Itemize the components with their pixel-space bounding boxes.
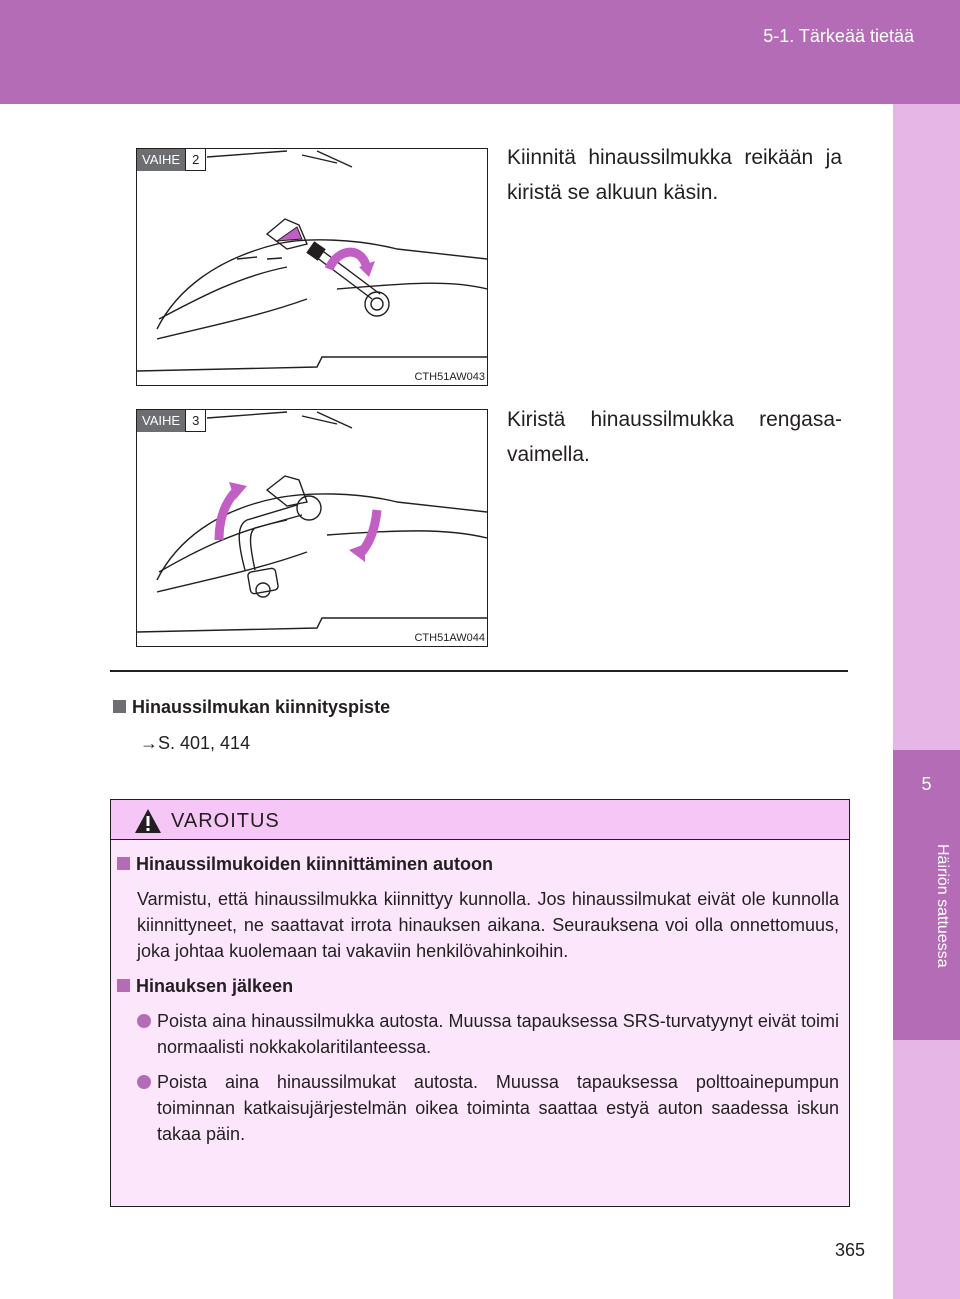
step-3-illustration [136,409,488,647]
warning-paragraph: Varmistu, että hinaussilmukka kiinnittyy kunnolla. Jos hinaussilmukat eivät ole kunnolla kiinnittyneet, ne saattavat irrota hinauksen aikana. Seurauksena voi olla onnettomuus, joka johtaa kuolemaan tai vakaviin henkilövahinkoihin. [137,889,839,961]
step-3-text: Kiristä hinaussilmukka rengasavaimella. [507,408,842,466]
warning-bullet [117,1069,839,1147]
warning-bullet-text: Poista aina hinaussilmukat autosta. Muussa tapauksessa polttoainepumpun toiminnan katkaisujärjestelmän oikea toiminta saattaa estyä auton saadessa iskun takaa päin. [157,1072,839,1144]
info-heading-text: Hinaussilmukan kiinnityspiste [132,697,391,717]
warning-box [110,799,850,1207]
warning-body [117,851,839,1156]
chapter-label: Häiriön sattuessa [934,844,951,968]
info-heading [113,697,390,718]
round-bullet-icon [137,1014,151,1028]
page-reference[interactable]: →S. 401, 414 [140,733,251,753]
step-badge [137,149,206,171]
round-bullet-icon [137,1075,151,1089]
side-tab-strip [893,104,960,1299]
warning-subheading [117,973,839,999]
warning-subheading-text: Hinaussilmukoiden kiinnittäminen autoon [136,854,494,874]
warning-bullet-text: Poista aina hinaussilmukka autosta. Muussa tapauksessa SRS-turvatyynyt eivät toimi normaalisti nokkakolaritilanteessa. [157,1011,839,1057]
page-header [0,0,960,104]
warning-header [111,800,849,840]
warning-bullet [117,1008,839,1060]
step-badge [137,410,206,432]
figure-code: CTH51AW043 [414,371,485,383]
warning-triangle-icon [134,808,162,834]
step-number: 2 [185,149,206,171]
towing-eye-hand-tighten-drawing [137,149,487,385]
step-label: VAIHE [137,410,185,432]
warning-subheading [117,851,839,877]
page-number: 365 [834,1240,865,1260]
towing-eye-wrench-tighten-drawing [137,410,487,646]
step-number: 3 [185,410,206,432]
section-title: 5-1. Tärkeää tietää [763,26,914,46]
figure-code: CTH51AW044 [414,632,485,644]
square-bullet-icon [117,857,130,870]
step-2-illustration [136,148,488,386]
square-bullet-icon [113,700,126,713]
warning-subheading-text: Hinauksen jälkeen [136,976,294,996]
warning-title: VAROITUS [171,810,280,832]
step-label: VAIHE [137,149,185,171]
chapter-number: 5 [921,774,932,794]
divider [110,670,848,672]
step-2-text: Kiinnitä hinaussilmukka reikään ja kiristä se alkuun käsin. [507,146,842,204]
square-bullet-icon [117,979,130,992]
